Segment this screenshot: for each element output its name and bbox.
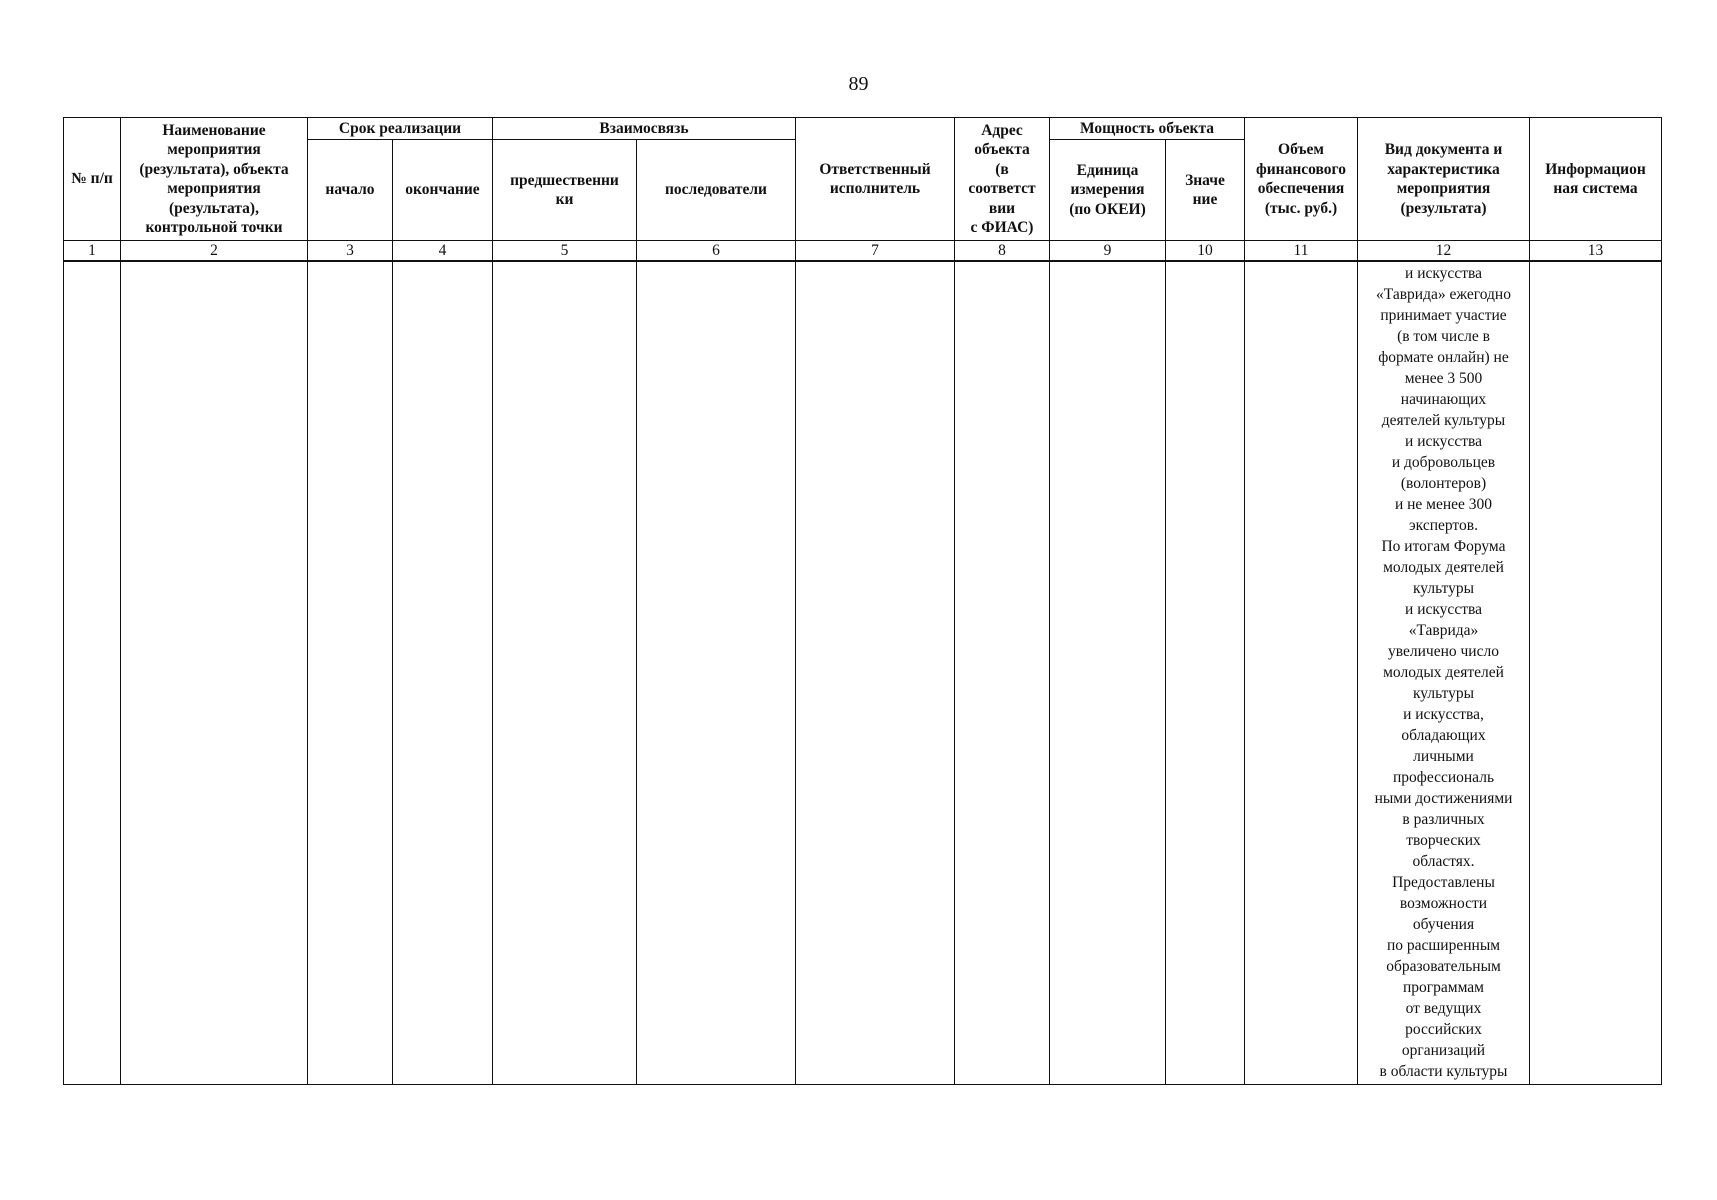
cell-name bbox=[121, 261, 308, 1085]
header-value bbox=[1166, 140, 1245, 241]
doc-type-line: обучения bbox=[1412, 915, 1475, 933]
doc-type-line: начинающих bbox=[1400, 390, 1487, 408]
column-number: 1 bbox=[64, 241, 121, 261]
header-line: исполнитель bbox=[829, 180, 921, 197]
header-line: мероприятия bbox=[167, 180, 261, 197]
header-term-group: Срок реализации bbox=[308, 118, 493, 140]
cell-term-end bbox=[393, 261, 493, 1085]
cell-term-start bbox=[308, 261, 393, 1085]
table-row bbox=[64, 261, 1662, 1085]
header-responsible bbox=[796, 118, 955, 241]
header-line: (результата) bbox=[1400, 199, 1487, 217]
doc-type-line: ными достижениями bbox=[1374, 789, 1513, 807]
header-info-system bbox=[1530, 118, 1662, 241]
doc-type-line: и добровольцев bbox=[1391, 453, 1496, 471]
header-line: (в bbox=[995, 160, 1009, 178]
header-address bbox=[955, 118, 1050, 241]
header-line: предшественни bbox=[510, 171, 619, 189]
header-line: Наименование bbox=[162, 121, 266, 139]
doc-type-line: Предоставлены bbox=[1392, 873, 1495, 891]
column-number: 3 bbox=[308, 241, 393, 261]
header-line: с ФИАС) bbox=[970, 219, 1034, 236]
cell-responsible bbox=[796, 261, 955, 1085]
page-number: 89 bbox=[848, 73, 869, 95]
header-line: финансового bbox=[1256, 160, 1346, 178]
header-doc-type bbox=[1358, 118, 1530, 241]
column-number: 9 bbox=[1050, 241, 1166, 261]
header-line: Информацион bbox=[1545, 160, 1646, 178]
doc-type-line: (в том числе в bbox=[1397, 327, 1490, 345]
column-number: 11 bbox=[1245, 241, 1358, 261]
header-line: мероприятия bbox=[167, 141, 261, 158]
header-link-pred bbox=[493, 140, 637, 241]
header-row-top bbox=[64, 118, 1662, 140]
doc-type-line: культуры bbox=[1412, 684, 1475, 702]
header-finance bbox=[1245, 118, 1358, 241]
cell-link-succ bbox=[637, 261, 796, 1085]
header-line: (результата), bbox=[169, 199, 259, 217]
header-line: вии bbox=[988, 199, 1016, 217]
doc-type-line: в различных bbox=[1402, 810, 1485, 828]
header-link-succ: последователи bbox=[637, 140, 796, 241]
header-line: ки bbox=[555, 191, 574, 208]
header-name bbox=[121, 118, 308, 241]
header-unit bbox=[1050, 140, 1166, 241]
doc-type-line: организаций bbox=[1401, 1041, 1486, 1059]
cell-doc-type bbox=[1358, 261, 1530, 1085]
header-line: соответст bbox=[968, 180, 1036, 197]
doc-type-line: и искусства bbox=[1405, 264, 1482, 282]
doc-type-line: «Таврида» bbox=[1408, 621, 1479, 639]
header-line: характеристика bbox=[1387, 160, 1500, 178]
header-line: ние bbox=[1192, 191, 1218, 208]
header-line: Вид документа и bbox=[1384, 141, 1503, 158]
header-line: (результата), объекта bbox=[139, 160, 289, 178]
cell-info-system bbox=[1530, 261, 1662, 1085]
header-term-start: начало bbox=[308, 140, 393, 241]
doc-type-line: и не менее 300 bbox=[1394, 495, 1493, 513]
doc-type-line: и искусства, bbox=[1403, 705, 1484, 723]
column-number: 13 bbox=[1530, 241, 1662, 261]
doc-type-line: молодых деятелей bbox=[1383, 558, 1504, 576]
doc-type-line: по расширенным bbox=[1386, 936, 1501, 954]
header-line: (по ОКЕИ) bbox=[1069, 200, 1146, 218]
doc-type-line: менее 3 500 bbox=[1404, 369, 1483, 387]
column-number: 5 bbox=[493, 241, 637, 261]
column-number-row bbox=[64, 241, 1662, 261]
doc-type-line: «Таврида» ежегодно bbox=[1376, 285, 1511, 303]
doc-type-line: молодых деятелей bbox=[1383, 663, 1504, 681]
doc-type-line: программам bbox=[1403, 978, 1484, 996]
doc-type-line: в области культуры bbox=[1379, 1062, 1508, 1080]
doc-type-line: российских bbox=[1405, 1020, 1482, 1038]
header-line: обеспечения bbox=[1257, 180, 1345, 197]
doc-type-line: увеличено число bbox=[1388, 642, 1499, 660]
doc-type-line: принимает участие bbox=[1380, 306, 1507, 324]
doc-type-line: творческих bbox=[1406, 831, 1481, 849]
plan-table bbox=[63, 117, 1662, 1085]
cell-link-pred bbox=[493, 261, 637, 1085]
column-number: 10 bbox=[1166, 241, 1245, 261]
header-line: Объем bbox=[1278, 141, 1324, 158]
doc-type-line: образовательным bbox=[1386, 957, 1501, 975]
header-line: мероприятия bbox=[1396, 180, 1491, 197]
header-power-group: Мощность объекта bbox=[1050, 118, 1245, 140]
doc-type-line: личными bbox=[1413, 747, 1474, 765]
column-number: 7 bbox=[796, 241, 955, 261]
column-number: 2 bbox=[121, 241, 308, 261]
cell-unit bbox=[1050, 261, 1166, 1085]
doc-type-line: профессиональ bbox=[1392, 768, 1495, 786]
header-line: ная система bbox=[1553, 180, 1638, 197]
doc-type-line: от ведущих bbox=[1405, 999, 1482, 1017]
doc-type-line: возможности bbox=[1399, 894, 1488, 912]
doc-type-line: (волонтеров) bbox=[1400, 474, 1487, 492]
header-line: измерения bbox=[1070, 181, 1145, 199]
doc-type-line: областях. bbox=[1412, 852, 1475, 870]
doc-type-line: формате онлайн) не bbox=[1378, 348, 1509, 366]
header-line: Ответственный bbox=[819, 160, 931, 178]
header-line: объекта bbox=[974, 141, 1030, 158]
doc-type-line: обладающих bbox=[1401, 726, 1486, 744]
doc-type-line: культуры bbox=[1412, 579, 1475, 597]
doc-type-line: и искусства bbox=[1405, 600, 1482, 618]
cell-finance bbox=[1245, 261, 1358, 1085]
doc-type-line: экспертов. bbox=[1409, 516, 1478, 534]
header-line: контрольной точки bbox=[145, 219, 283, 236]
column-number: 12 bbox=[1358, 241, 1530, 261]
column-number: 6 bbox=[637, 241, 796, 261]
header-num: № п/п bbox=[64, 118, 121, 241]
cell-num bbox=[64, 261, 121, 1085]
cell-address bbox=[955, 261, 1050, 1085]
doc-type-line: и искусства bbox=[1405, 432, 1482, 450]
doc-type-description bbox=[1359, 262, 1528, 1082]
header-link-group: Взаимосвязь bbox=[493, 118, 796, 140]
column-number: 8 bbox=[955, 241, 1050, 261]
header-line: Значе bbox=[1185, 171, 1225, 189]
column-number: 4 bbox=[393, 241, 493, 261]
header-line: Единица bbox=[1076, 161, 1139, 179]
header-line: Адрес bbox=[981, 121, 1023, 139]
header-term-end: окончание bbox=[393, 140, 493, 241]
doc-type-line: По итогам Форума bbox=[1381, 537, 1506, 555]
doc-type-line: деятелей культуры bbox=[1381, 411, 1506, 429]
cell-value bbox=[1166, 261, 1245, 1085]
header-line: (тыс. руб.) bbox=[1264, 199, 1338, 217]
